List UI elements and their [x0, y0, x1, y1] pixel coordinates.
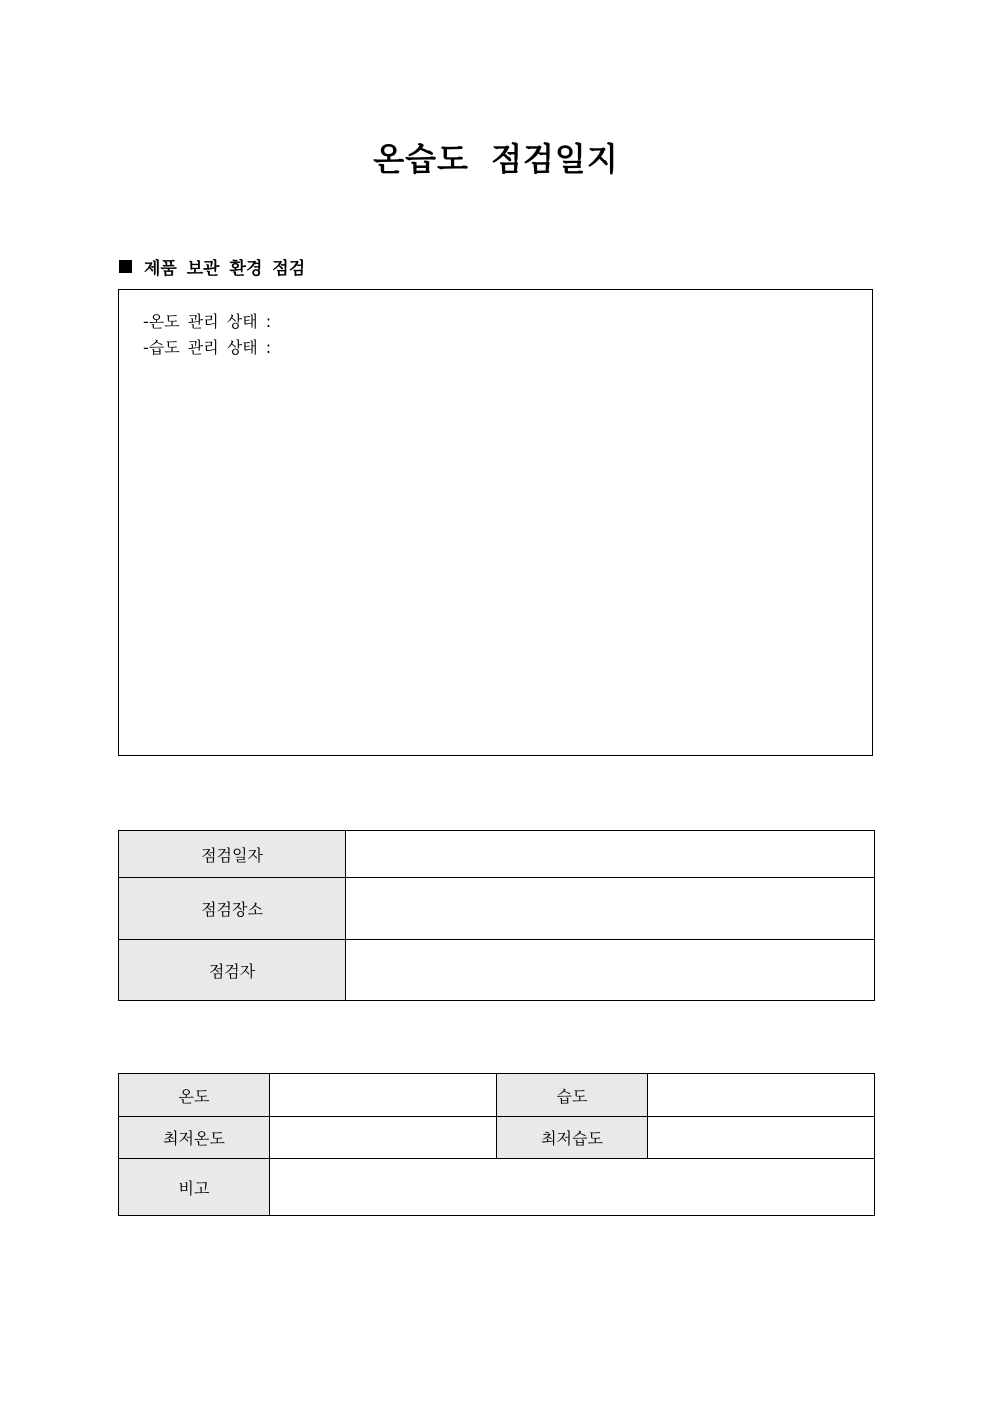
square-bullet-icon: [119, 260, 132, 273]
inspection-date-field[interactable]: [346, 831, 875, 878]
humidity-field[interactable]: [648, 1074, 875, 1117]
temperature-status-line: -온도 관리 상태 :: [143, 312, 272, 331]
inspection-info-table: [118, 830, 875, 1001]
measurement-table: [118, 1073, 875, 1216]
temperature-field[interactable]: [270, 1074, 497, 1117]
table-row: [119, 940, 875, 1001]
remarks-label: 비고: [119, 1159, 270, 1216]
inspector-label: 점검자: [119, 940, 346, 1001]
table-row: [119, 878, 875, 940]
table-row: [119, 1159, 875, 1216]
min-humidity-label: 최저습도: [497, 1117, 648, 1159]
humidity-label: 습도: [497, 1074, 648, 1117]
temperature-label: 온도: [119, 1074, 270, 1117]
section-heading: [119, 254, 305, 279]
min-humidity-field[interactable]: [648, 1117, 875, 1159]
inspector-field[interactable]: [346, 940, 875, 1001]
inspection-date-label: 점검일자: [119, 831, 346, 878]
inspection-location-field[interactable]: [346, 878, 875, 940]
remarks-field[interactable]: [270, 1159, 875, 1216]
table-row: [119, 1117, 875, 1159]
inspection-location-label: 점검장소: [119, 878, 346, 940]
humidity-status-line: -습도 관리 상태 :: [143, 338, 272, 357]
section-heading-text: 제품 보관 환경 점검: [144, 259, 306, 279]
min-temperature-field[interactable]: [270, 1117, 497, 1159]
environment-check-box[interactable]: [118, 289, 873, 756]
table-row: [119, 831, 875, 878]
min-temperature-label: 최저온도: [119, 1117, 270, 1159]
page-title: 온습도 점검일지: [373, 140, 619, 178]
table-row: [119, 1074, 875, 1117]
